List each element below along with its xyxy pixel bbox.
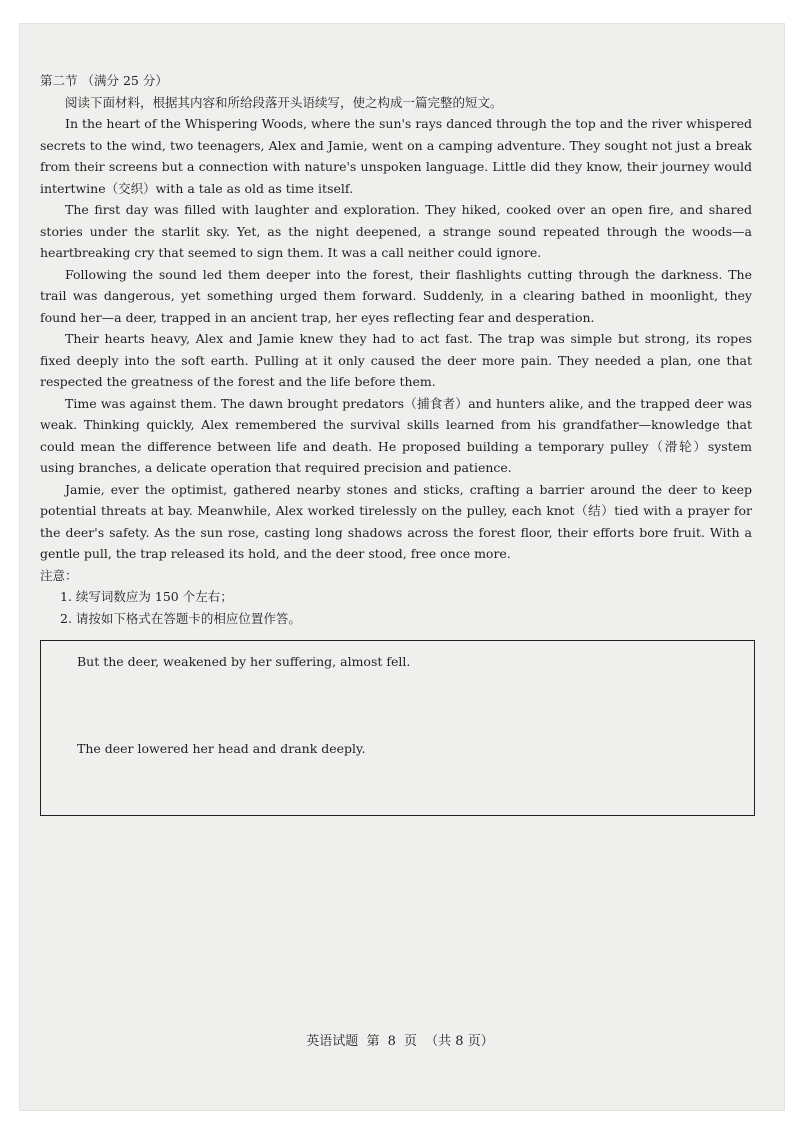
footer-page-number: 8 <box>387 1034 396 1049</box>
passage-paragraph-6: Jamie, ever the optimist, gathered nearby stones and sticks, crafting a barrier around the deer to keep potential threats at bay. Meanwhile, Alex worked tirelessly on the pulley, each knot（结）tied with a prayer for the deer's safety. As the sun rose, casting long shadows across the forest floor, their efforts bore fruit. With a gentle pull, the trap released its hold, and the deer stood, free once more. <box>40 481 752 561</box>
passage-paragraph-1: In the heart of the Whispering Woods, where the sun's rays danced through the top and the river whispered secrets to the wind, two teenagers, Alex and Jamie, went on a camping adventure. They sought not just a break from their screens but a connection with nature's unspoken language. Little did they know, their journey would intertwine（交织）with a tale as old as time itself. <box>40 116 752 196</box>
note-item-1: 1. 续写词数应为 150 个左右； <box>60 589 233 604</box>
passage-paragraph-5: Time was against them. The dawn brought predators（捕食者）and hunters alike, and the trapped deer was weak. Thinking quickly, Alex remembered the survival skills learned from his grandfather—knowledge that could mean the difference between life and death. He proposed building a temporary pulley（滑轮）system using branches, a delicate operation that required precision and patience. <box>40 395 752 475</box>
footer-page-prefix: 第 <box>366 1034 380 1049</box>
note-item-2: 2. 请按如下格式在答题卡的相应位置作答。 <box>60 610 301 626</box>
section-title: 第二节 （满分 25 分） <box>40 73 168 88</box>
notes-title: 注意： <box>40 567 78 583</box>
continuation-opening-1: But the deer, weakened by her suffering, almost fell. <box>77 654 411 669</box>
answer-box[interactable] <box>40 640 755 816</box>
footer-subject: 英语试题 <box>306 1034 359 1049</box>
instruction-text: 阅读下面材料，根据其内容和所给段落开头语续写，使之构成一篇完整的短文。 <box>65 94 503 110</box>
passage-paragraph-2: The first day was filled with laughter and exploration. They hiked, cooked over an open fire, and shared stories under the starlit sky. Yet, as the night deepened, a strange sound repeated through the woods—a heartbreaking cry that seemed to sign them. It was a call neither could ignore. <box>40 202 752 260</box>
footer-page-suffix: 页 <box>404 1034 418 1049</box>
page-footer <box>0 1030 800 1049</box>
continuation-opening-2: The deer lowered her head and drank deeply. <box>77 741 366 756</box>
passage-paragraph-3: Following the sound led them deeper into the forest, their flashlights cutting through the darkness. The trail was dangerous, yet something urged them forward. Suddenly, in a clearing bathed in moonlight, they found her—a deer, trapped in an ancient trap, her eyes reflecting fear and desperation. <box>40 266 752 325</box>
passage-paragraph-4: Their hearts heavy, Alex and Jamie knew they had to act fast. The trap was simple but strong, its ropes fixed deeply into the soft earth. Pulling at it only caused the deer more pain. They needed a plan, one that respected the greatness of the forest and the life before them. <box>40 331 752 389</box>
exam-content <box>40 70 752 816</box>
footer-total-pages: （共 8 页） <box>425 1034 494 1049</box>
